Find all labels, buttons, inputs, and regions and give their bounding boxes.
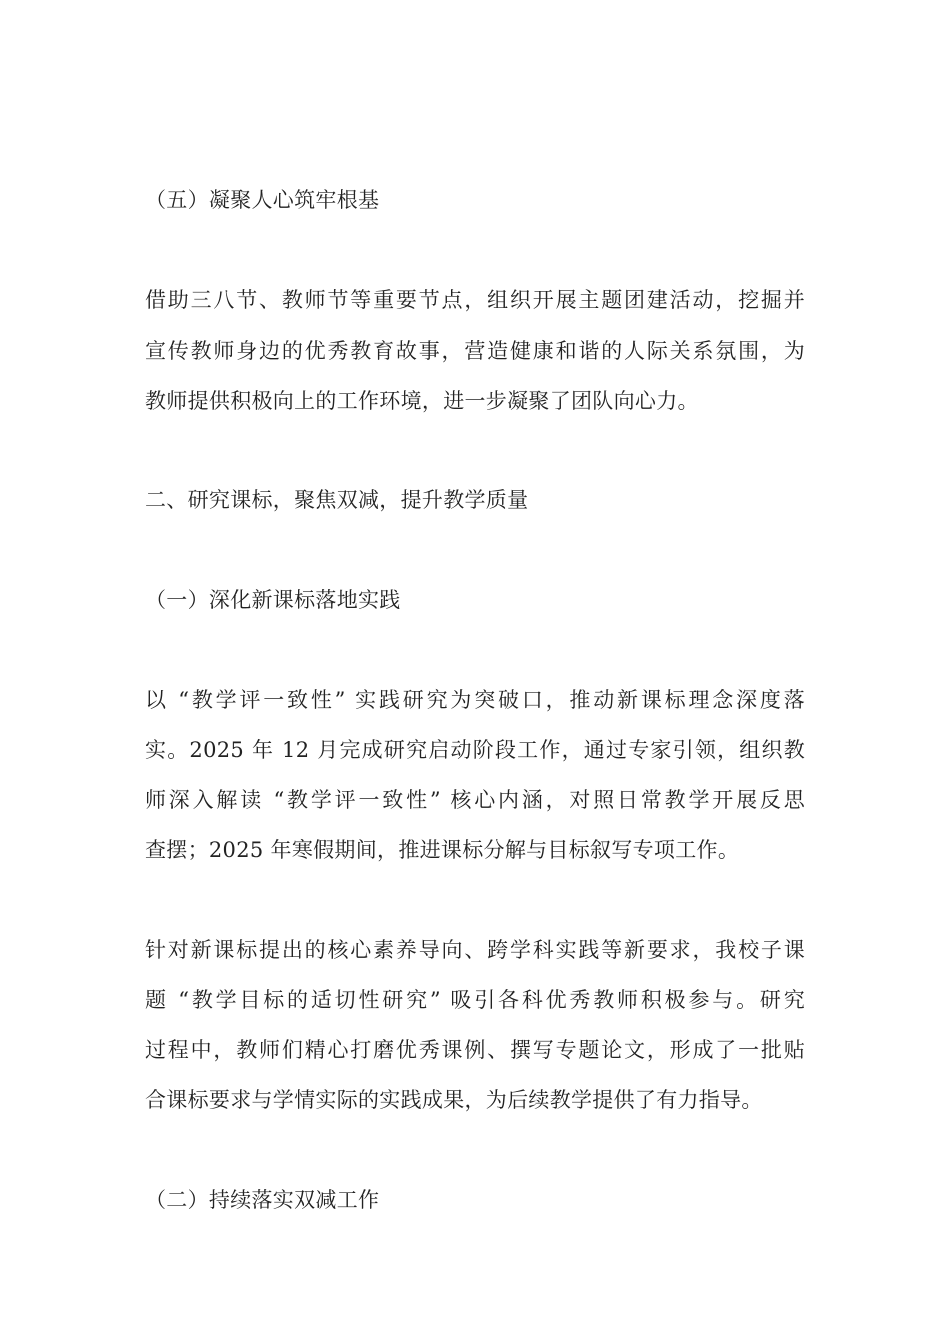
paragraph-line: 查摆；2025 年寒假期间，推进课标分解与目标叙写专项工作。 xyxy=(145,838,740,862)
paragraph-line: 师深入解读 “教学评一致性” 核心内涵，对照日常教学开展反思 xyxy=(145,788,805,812)
section-heading: 二、研究课标，聚焦双减，提升教学质量 xyxy=(145,488,529,512)
paragraph-line: 以 “教学评一致性” 实践研究为突破口，推动新课标理念深度落 xyxy=(145,688,805,712)
paragraph-line: 宣传教师身边的优秀教育故事，营造健康和谐的人际关系氛围，为 xyxy=(145,339,805,363)
paragraph-line: 过程中，教师们精心打磨优秀课例、撰写专题论文，形成了一批贴 xyxy=(145,1038,805,1062)
paragraph-line: 题 “教学目标的适切性研究” 吸引各科优秀教师积极参与。研究 xyxy=(145,988,805,1012)
subsection-heading: （二）持续落实双减工作 xyxy=(145,1188,380,1212)
subsection-heading: （一）深化新课标落地实践 xyxy=(145,588,401,612)
paragraph-line: 借助三八节、教师节等重要节点，组织开展主题团建活动，挖掘并 xyxy=(145,288,805,312)
paragraph-line: 实。2025 年 12 月完成研究启动阶段工作，通过专家引领，组织教 xyxy=(145,738,805,762)
paragraph-line: 教师提供积极向上的工作环境，进一步凝聚了团队向心力。 xyxy=(145,389,699,413)
paragraph-line: 合课标要求与学情实际的实践成果，为后续教学提供了有力指导。 xyxy=(145,1088,763,1112)
subsection-heading: （五）凝聚人心筑牢根基 xyxy=(145,188,380,212)
paragraph-line: 针对新课标提出的核心素养导向、跨学科实践等新要求，我校子课 xyxy=(145,938,805,962)
